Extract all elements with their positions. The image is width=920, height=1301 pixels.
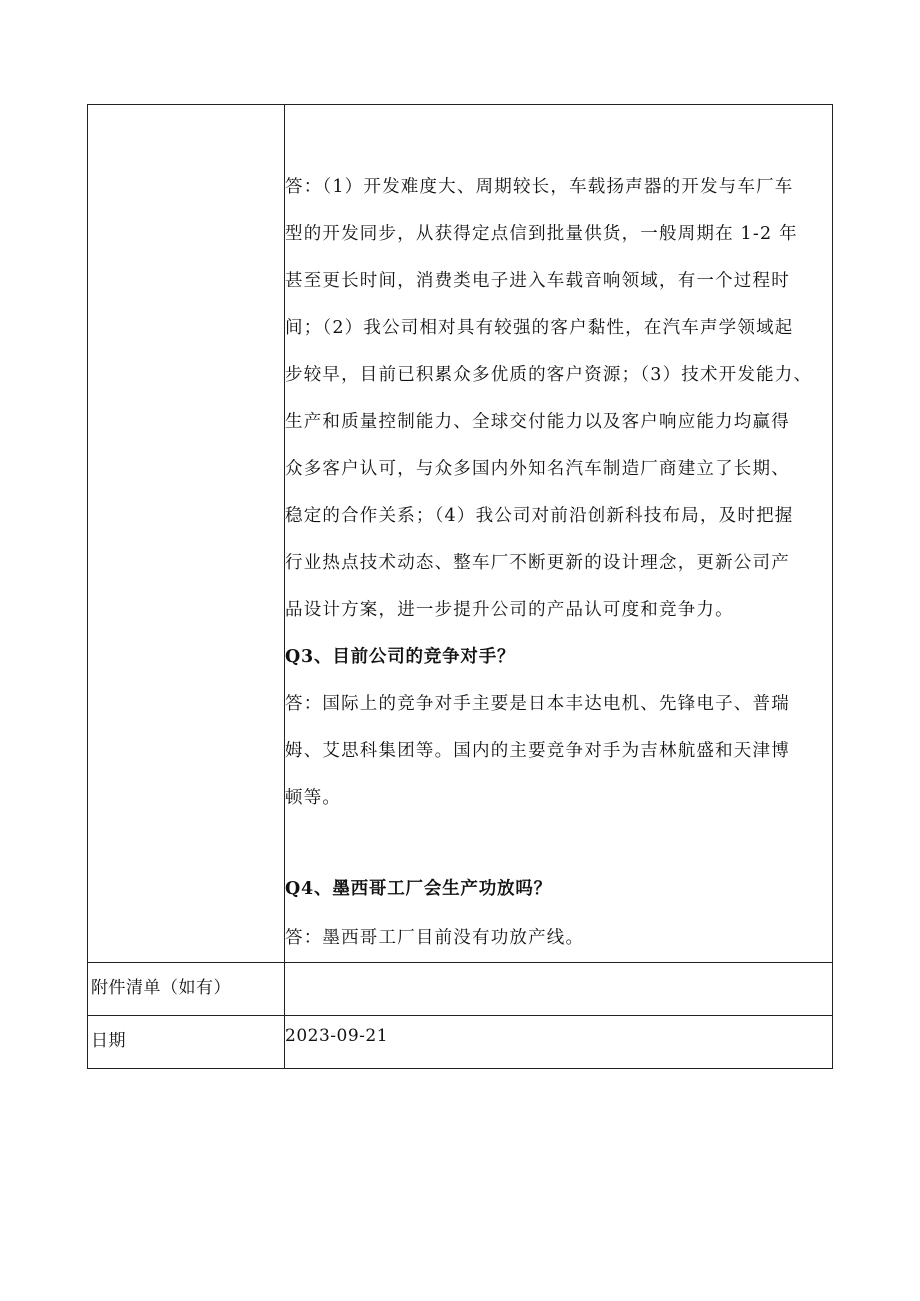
answer-2-line: 步较早，目前已积累众多优质的客户资源；（3）技术开发能力、 xyxy=(285,365,813,385)
answer-2-line: 品设计方案，进一步提升公司的产品认可度和竞争力。 xyxy=(285,600,734,620)
answer-2-line: 甚至更长时间，消费类电子进入车载音响领域，有一个过程时 xyxy=(285,271,790,291)
attachments-value xyxy=(285,963,833,1016)
answer-3-line: 姆、艾思科集团等。国内的主要竞争对手为吉林航盛和天津博 xyxy=(285,741,790,761)
answer-2-block xyxy=(285,164,832,634)
attachments-row xyxy=(88,963,833,1016)
answer-2-line: 行业热点技术动态、整车厂不断更新的设计理念，更新公司产 xyxy=(285,553,790,573)
content-row xyxy=(88,105,833,963)
record-table xyxy=(87,104,833,1069)
answer-2-line: 众多客户认可，与众多国内外知名汽车制造厂商建立了长期、 xyxy=(285,459,790,479)
attachments-label: 附件清单（如有） xyxy=(88,963,285,1016)
answer-2-line: 答：（1）开发难度大、周期较长，车载扬声器的开发与车厂车 xyxy=(285,177,794,197)
answer-2-line: 型的开发同步，从获得定点信到批量供货，一般周期在 1-2 年 xyxy=(285,224,798,244)
qa-content xyxy=(285,105,832,962)
answer-3-line: 答：国际上的竞争对手主要是日本丰达电机、先锋电子、普瑞 xyxy=(285,694,790,714)
content-cell xyxy=(285,105,833,963)
content-label-cell xyxy=(88,105,285,963)
answer-3-line: 顿等。 xyxy=(285,788,342,808)
question-4: Q4、墨西哥工厂会生产功放吗？ xyxy=(285,879,552,899)
answer-4: 答：墨西哥工厂目前没有功放产线。 xyxy=(285,928,585,948)
answer-2-line: 生产和质量控制能力、全球交付能力以及客户响应能力均赢得 xyxy=(285,412,790,432)
date-row xyxy=(88,1016,833,1069)
date-label: 日期 xyxy=(88,1016,285,1069)
date-value: 2023-09-21 xyxy=(285,1016,833,1069)
answer-2-line: 稳定的合作关系；（4）我公司对前沿创新科技布局，及时把握 xyxy=(285,506,794,526)
blank-line xyxy=(285,822,832,866)
answer-3-block xyxy=(285,681,832,822)
answer-2-line: 间；（2）我公司相对具有较强的客户黏性，在汽车声学领域起 xyxy=(285,318,794,338)
question-3: Q3、目前公司的竞争对手？ xyxy=(285,647,516,667)
